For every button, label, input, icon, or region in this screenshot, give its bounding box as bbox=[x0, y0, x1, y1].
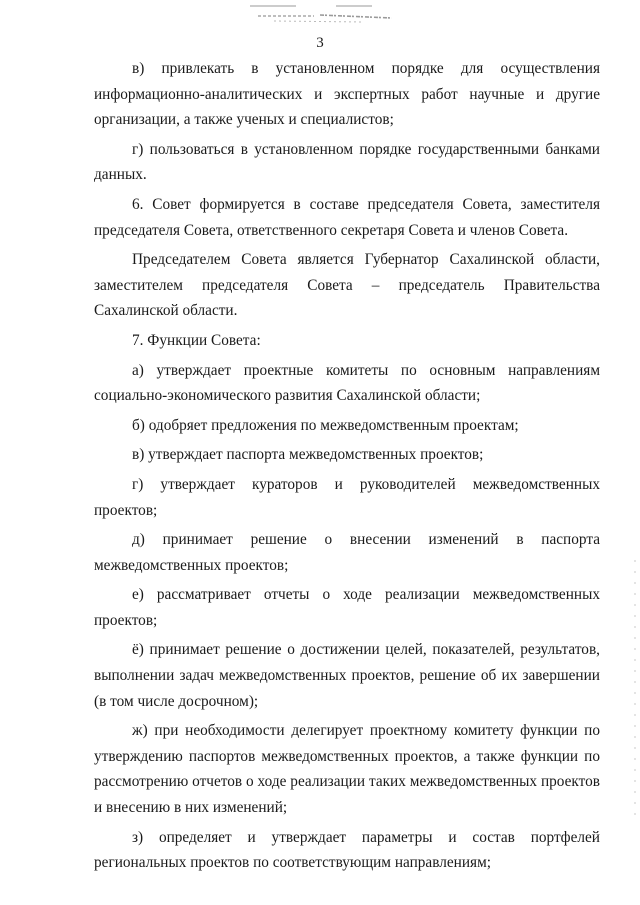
paragraph-zh-delegate-functions: ж) при необходимости делегирует проектному комитету функции по утверждению паспортов межведомственных проектов, а также функции по рассмотрению отчетов о ходе реализации таких межведомственных проектов и внесению в них изменений; bbox=[94, 722, 600, 817]
paragraph-yo-goals-decision: ё) принимает решение о достижении целей, показателей, результатов, выполнении задач межведомственных проектов, решение об их завершении (в том числе досрочном); bbox=[94, 641, 600, 710]
paragraph-6-council-composition: 6. Совет формируется в составе председателя Совета, заместителя председателя Совета, ответственного секретаря Совета и членов Совета. bbox=[94, 195, 600, 239]
paragraph-v-attract-organizations: в) привлекать в установленном порядке для осуществления информационно-аналитических и экспертных работ научные и другие организации, а также ученых и специалистов; bbox=[94, 60, 600, 129]
paragraph-b-approve-proposals: б) одобряет предложения по межведомственным проектам; bbox=[132, 416, 519, 434]
paragraph-a-project-committees: а) утверждает проектные комитеты по основным направлениям социально-экономического развития Сахалинской области; bbox=[94, 361, 600, 405]
paragraph-v-approve-passports: в) утверждает паспорта межведомственных проектов; bbox=[132, 446, 484, 464]
paragraph-7-council-functions: 7. Функции Совета: bbox=[132, 331, 261, 349]
paragraph-g-approve-curators: г) утверждает кураторов и руководителей межведомственных проектов; bbox=[94, 475, 600, 519]
paragraph-council-chairman: Председателем Совета является Губернатор Сахалинской области, заместителем председателя Совета – председатель Правительства Сахалинской области. bbox=[94, 251, 600, 320]
scan-edge-artifact bbox=[632, 560, 638, 820]
paragraph-e-review-reports: е) рассматривает отчеты о ходе реализации межведомственных проектов; bbox=[94, 586, 600, 629]
page-number: 3 bbox=[316, 35, 324, 51]
document-body bbox=[94, 56, 600, 876]
paragraph-g-data-banks: г) пользоваться в установленном порядке государственными банками данных. bbox=[94, 140, 600, 184]
scan-stamp-mark bbox=[244, 2, 404, 26]
paragraph-z-portfolio-parameters: з) определяет и утверждает параметры и состав портфелей региональных проектов по соответствующим направлениям; bbox=[94, 828, 600, 872]
paragraph-d-passport-changes: д) принимает решение о внесении изменений в паспорта межведомственных проектов; bbox=[94, 531, 600, 574]
